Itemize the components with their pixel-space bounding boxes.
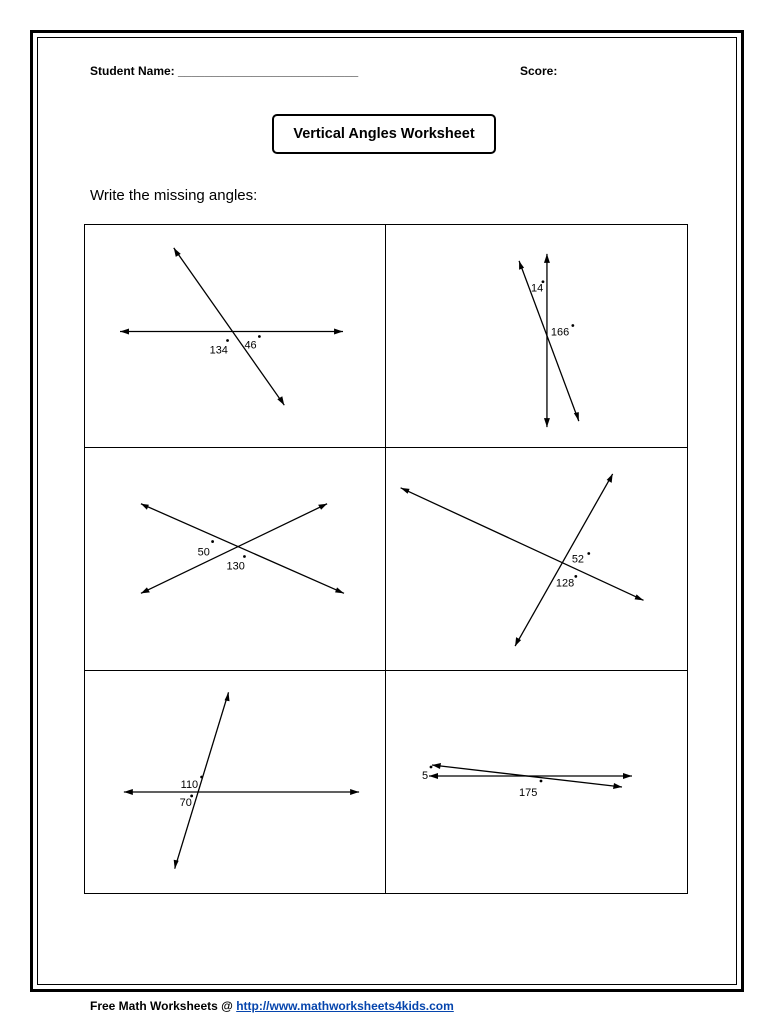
problem-1-angle-label-1: 134	[209, 344, 228, 357]
problem-2-angle-dot-2	[571, 324, 574, 327]
instructions: Write the missing angles:	[90, 187, 258, 204]
problem-3	[85, 448, 386, 671]
problem-2-angle-label-2: 166	[550, 326, 570, 339]
problems-grid	[84, 224, 688, 894]
student-name-label: Student Name: ___________________________	[90, 64, 359, 78]
problem-1	[85, 225, 386, 448]
problem-5-line-horizontal	[124, 789, 359, 795]
problem-5-angle-label-2: 70	[179, 796, 192, 809]
problem-3-angle-label-2: 130	[226, 560, 245, 573]
problem-6-diagram	[386, 671, 687, 893]
problem-3-angle-dot-1	[211, 540, 214, 543]
problem-3-line-descending	[141, 504, 344, 594]
worksheet-title-text: Vertical Angles Worksheet	[293, 126, 475, 142]
problem-1-angle-dot-2	[258, 335, 261, 338]
problem-5-diagram	[85, 671, 385, 893]
problem-2-angle-label-1: 14	[531, 282, 544, 295]
problem-1-line-diagonal	[174, 248, 285, 405]
problem-4-line-descending	[401, 488, 644, 600]
problem-4-angle-dot-1	[587, 552, 590, 555]
problem-5-angle-dot-1	[200, 776, 203, 779]
problem-6-angle-label-1: 5	[422, 770, 429, 782]
footer	[90, 999, 454, 1013]
problem-6-angle-label-2: 175	[519, 787, 538, 799]
problem-5-angle-label-1: 110	[180, 778, 199, 791]
problem-3-angle-dot-2	[243, 555, 246, 558]
problem-2-line-diagonal	[519, 261, 579, 421]
footer-link[interactable]: http://www.mathworksheets4kids.com	[236, 999, 454, 1013]
problem-4-diagram	[386, 448, 687, 670]
problem-4	[386, 448, 687, 671]
problem-4-line-ascending	[515, 474, 613, 646]
problem-5	[85, 671, 386, 893]
problem-4-angle-label-2: 128	[555, 577, 575, 590]
problem-6-angle-dot-1	[430, 766, 433, 769]
problem-2	[386, 225, 687, 448]
problem-4-angle-dot-2	[574, 575, 577, 578]
problem-1-angle-label-2: 46	[244, 339, 257, 352]
problem-6	[386, 671, 687, 893]
score-label: Score:	[520, 64, 558, 78]
problem-2-diagram	[386, 225, 687, 447]
problem-4-angle-label-1: 52	[571, 553, 585, 566]
problem-3-angle-label-1: 50	[197, 546, 210, 559]
problem-3-diagram	[85, 448, 385, 670]
problem-1-diagram	[85, 225, 385, 447]
worksheet-title	[272, 114, 496, 154]
footer-prefix: Free Math Worksheets @	[90, 999, 237, 1013]
problem-6-angle-dot-2	[540, 780, 543, 783]
problem-3-line-ascending	[141, 504, 327, 594]
problem-1-angle-dot-1	[226, 339, 229, 342]
